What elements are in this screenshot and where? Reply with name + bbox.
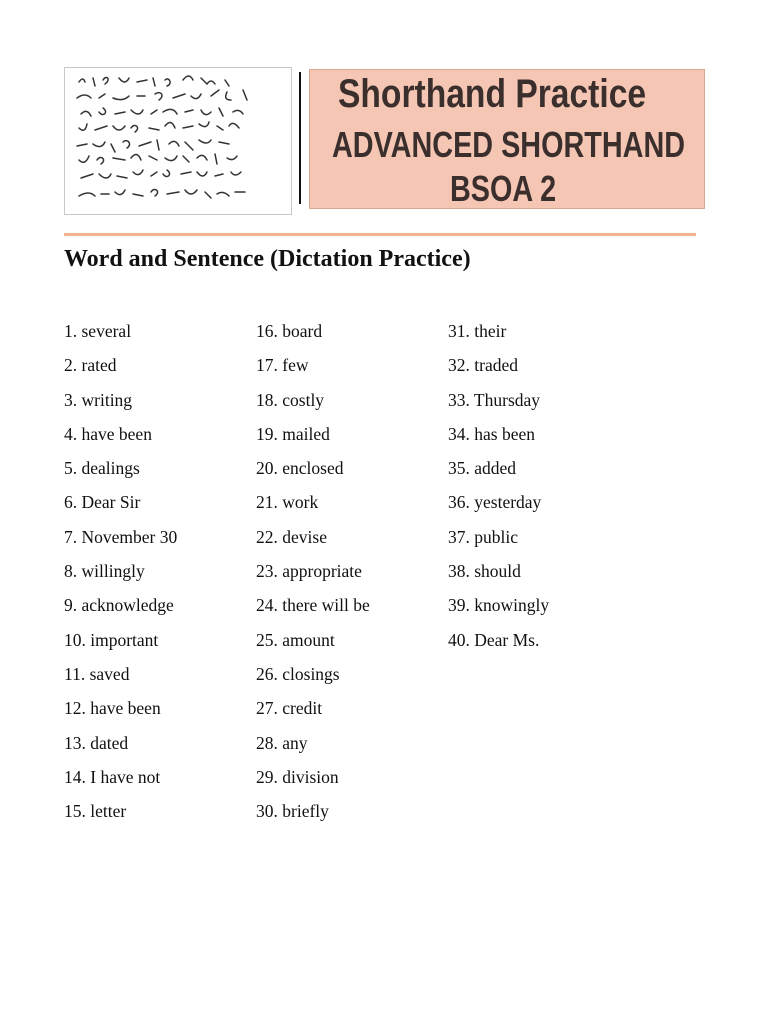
word-list-item: 19. mailed (256, 423, 330, 444)
word-list-item: 21. work (256, 492, 319, 513)
word-column-1 (64, 319, 177, 833)
word-list-item: 32. traded (448, 355, 518, 376)
word-list-item: 36. yesterday (448, 492, 542, 513)
word-list-item: 37. public (448, 526, 518, 547)
title-banner (309, 69, 705, 209)
vertical-divider (299, 72, 301, 204)
word-list-item: 28. any (256, 732, 308, 753)
word-list-item: 3. writing (64, 389, 133, 410)
word-list-item: 27. credit (256, 698, 323, 719)
word-list-item: 38. should (448, 561, 521, 582)
section-heading: Word and Sentence (Dictation Practice) (64, 246, 471, 272)
word-list-item: 25. amount (256, 629, 335, 650)
word-list-item: 24. there will be (256, 595, 370, 616)
word-list-item: 34. has been (448, 423, 535, 444)
word-list-item: 13. dated (64, 732, 129, 753)
word-list-item: 30. briefly (256, 801, 329, 822)
word-list-item: 16. board (256, 321, 323, 341)
word-list-item: 31. their (448, 321, 507, 341)
word-list-item: 15. letter (64, 801, 127, 822)
word-list-item: 33. Thursday (448, 389, 541, 410)
word-column-3 (448, 319, 549, 662)
word-list-item: 26. closings (256, 663, 340, 684)
word-list-item: 14. I have not (64, 766, 161, 787)
word-list-item: 7. November 30 (64, 526, 178, 547)
word-list-item: 22. devise (256, 526, 327, 547)
word-list-item: 29. division (256, 766, 339, 787)
word-list-item: 9. acknowledge (64, 595, 174, 616)
word-list-item: 23. appropriate (256, 561, 362, 582)
horizontal-rule (64, 233, 696, 236)
word-column-2 (256, 319, 370, 833)
title-line-2: ADVANCED SHORTHAND (332, 124, 686, 165)
word-list-item: 20. enclosed (256, 458, 344, 479)
word-list-item: 35. added (448, 458, 517, 479)
title-line-1: Shorthand Practice (338, 72, 647, 116)
word-list-item: 6. Dear Sir (64, 492, 141, 513)
shorthand-strokes-icon (65, 68, 291, 214)
word-list-item: 11. saved (64, 663, 130, 684)
word-list-item: 2. rated (64, 355, 117, 376)
word-list-item: 10. important (64, 629, 159, 650)
word-list-item: 40. Dear Ms. (448, 629, 540, 650)
word-list-item: 39. knowingly (448, 595, 550, 616)
shorthand-sample-image (64, 67, 292, 215)
word-list-item: 8. willingly (64, 561, 145, 582)
word-list-item: 4. have been (64, 423, 152, 444)
title-line-3: BSOA 2 (450, 168, 557, 209)
word-list-item: 17. few (256, 355, 309, 376)
word-list-item: 18. costly (256, 389, 325, 410)
word-list-item: 12. have been (64, 698, 161, 719)
word-list-item: 1. several (64, 321, 132, 341)
word-list-item: 5. dealings (64, 458, 140, 479)
